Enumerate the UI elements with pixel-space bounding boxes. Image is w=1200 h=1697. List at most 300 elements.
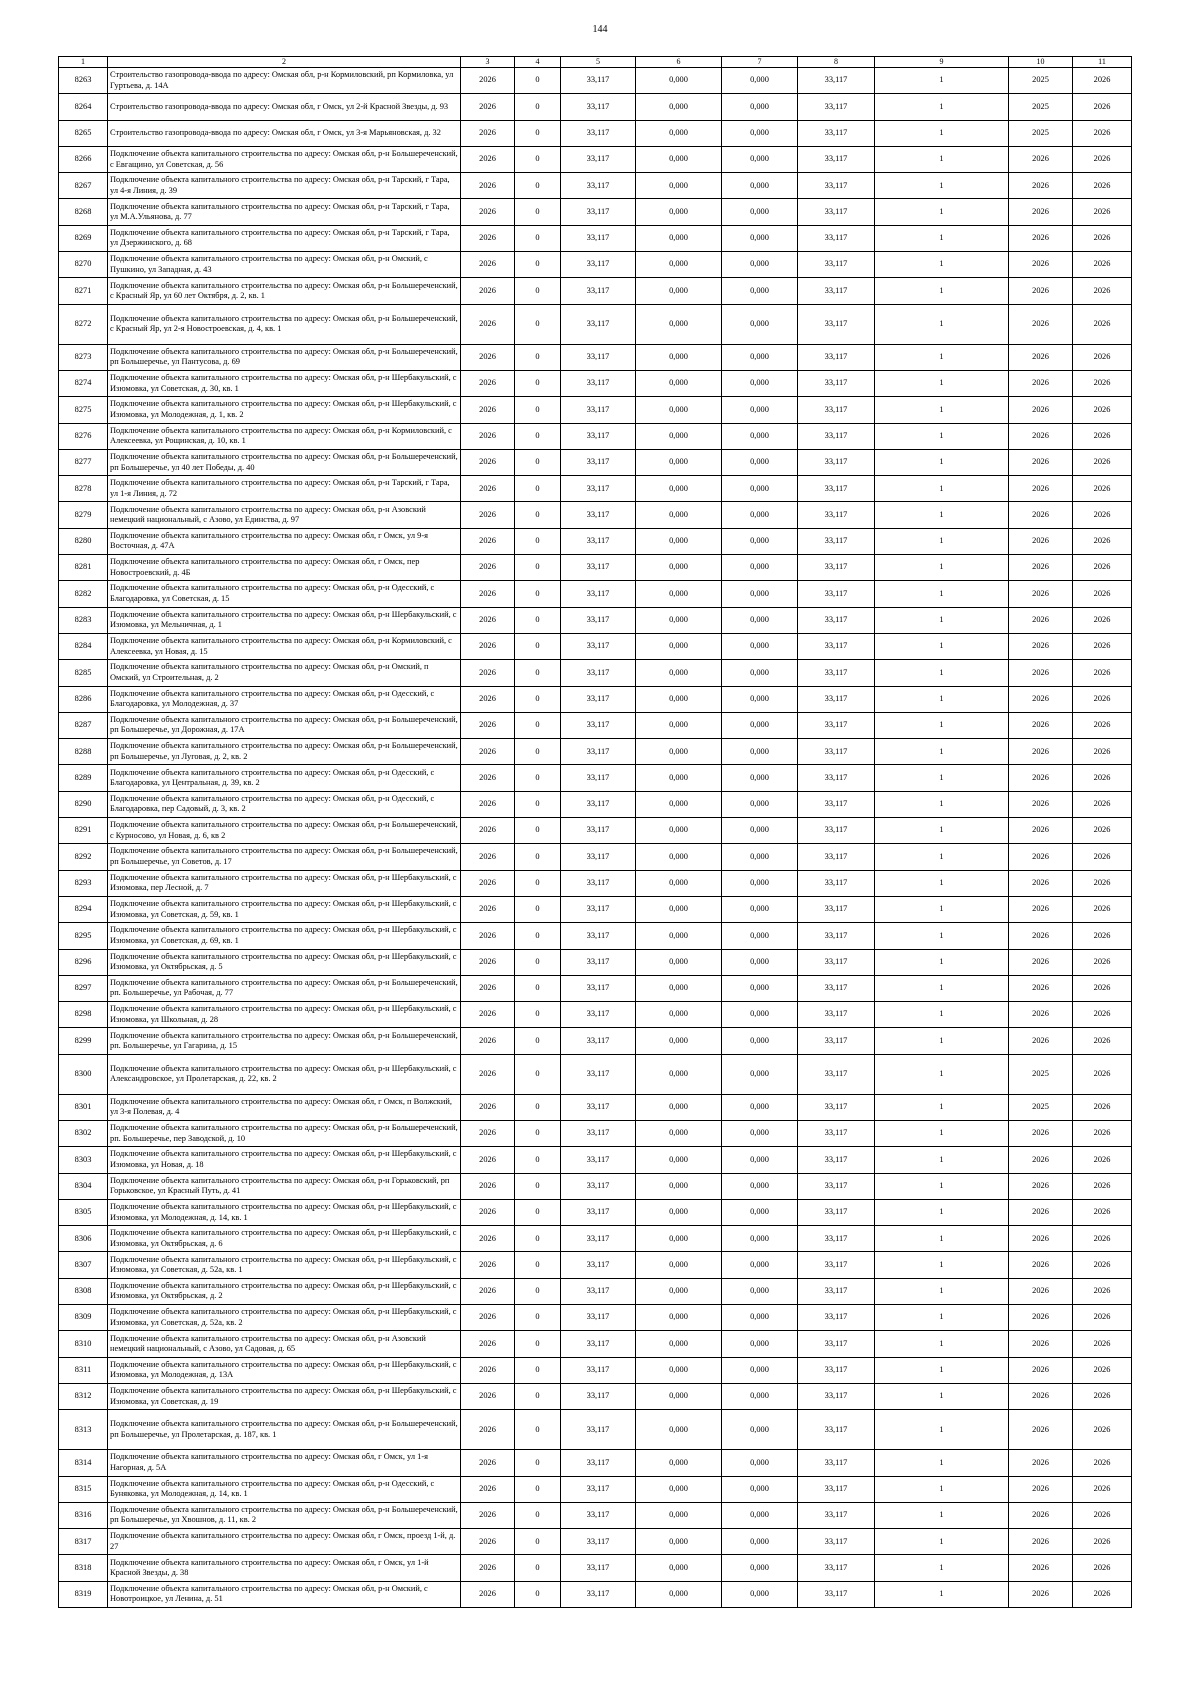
object-description: Подключение объекта капитального строительства по адресу: Омская обл, р-н Шербакульский, с Изюмовка, ул Советская, д. 30, кв. 1 [108, 370, 461, 396]
cell-col-8: 33,117 [798, 1147, 875, 1173]
cell-col-7: 0,000 [722, 1502, 798, 1528]
cell-col-5: 33,117 [561, 1028, 636, 1054]
cell-col-8: 33,117 [798, 1410, 875, 1450]
row-number: 8299 [59, 1028, 108, 1054]
cell-col-10: 2026 [1009, 225, 1073, 251]
object-description: Подключение объекта капитального строительства по адресу: Омская обл, р-н Азовский немецкий национальный, с Азово, ул Садовая, д. 65 [108, 1331, 461, 1357]
cell-col-7: 0,000 [722, 252, 798, 278]
object-description: Строительство газопровода-ввода по адресу: Омская обл, г Омск, ул 2-й Красной Звезды, д. 93 [108, 94, 461, 120]
row-number: 8278 [59, 476, 108, 502]
cell-col-3: 2026 [461, 1054, 515, 1094]
cell-col-5: 33,117 [561, 1383, 636, 1409]
cell-col-4: 0 [515, 94, 561, 120]
object-description: Подключение объекта капитального строительства по адресу: Омская обл, р-н Шербакульский, с Александровское, ул Пролетарская, д. 22, кв. 2 [108, 1054, 461, 1094]
column-header: 5 [561, 57, 636, 68]
cell-col-5: 33,117 [561, 225, 636, 251]
cell-col-9: 1 [875, 975, 1009, 1001]
cell-col-7: 0,000 [722, 791, 798, 817]
cell-col-8: 33,117 [798, 502, 875, 528]
cell-col-5: 33,117 [561, 607, 636, 633]
row-number: 8302 [59, 1120, 108, 1146]
cell-col-6: 0,000 [636, 1094, 722, 1120]
cell-col-7: 0,000 [722, 1226, 798, 1252]
object-description: Подключение объекта капитального строительства по адресу: Омская обл, р-н Большереченский, с Красный Яр, ул 2-я Новостроевская, д. 4, кв. 1 [108, 304, 461, 344]
cell-col-9: 1 [875, 68, 1009, 94]
cell-col-10: 2026 [1009, 607, 1073, 633]
row-number: 8307 [59, 1252, 108, 1278]
object-description: Подключение объекта капитального строительства по адресу: Омская обл, р-н Шербакульский, с Изюмовка, ул Молодежная, д. 1, кв. 2 [108, 397, 461, 423]
cell-col-3: 2026 [461, 1331, 515, 1357]
table-row [59, 278, 1132, 304]
cell-col-9: 1 [875, 844, 1009, 870]
table-row [59, 1199, 1132, 1225]
cell-col-6: 0,000 [636, 146, 722, 172]
cell-col-11: 2026 [1073, 278, 1132, 304]
cell-col-5: 33,117 [561, 304, 636, 344]
cell-col-9: 1 [875, 344, 1009, 370]
cell-col-6: 0,000 [636, 581, 722, 607]
object-description: Подключение объекта капитального строительства по адресу: Омская обл, р-н Шербакульский, с Изюмовка, ул Октябрьская, д. 2 [108, 1278, 461, 1304]
cell-col-11: 2026 [1073, 423, 1132, 449]
cell-col-11: 2026 [1073, 1094, 1132, 1120]
cell-col-6: 0,000 [636, 660, 722, 686]
cell-col-8: 33,117 [798, 370, 875, 396]
cell-col-4: 0 [515, 528, 561, 554]
row-number: 8300 [59, 1054, 108, 1094]
cell-col-7: 0,000 [722, 607, 798, 633]
cell-col-7: 0,000 [722, 449, 798, 475]
table-row [59, 1383, 1132, 1409]
cell-col-8: 33,117 [798, 844, 875, 870]
cell-col-7: 0,000 [722, 1410, 798, 1450]
row-number: 8313 [59, 1410, 108, 1450]
table-row [59, 476, 1132, 502]
table-row [59, 555, 1132, 581]
cell-col-6: 0,000 [636, 397, 722, 423]
cell-col-8: 33,117 [798, 1120, 875, 1146]
cell-col-4: 0 [515, 502, 561, 528]
cell-col-9: 1 [875, 528, 1009, 554]
cell-col-5: 33,117 [561, 370, 636, 396]
cell-col-9: 1 [875, 1476, 1009, 1502]
cell-col-3: 2026 [461, 1529, 515, 1555]
cell-col-7: 0,000 [722, 1028, 798, 1054]
cell-col-5: 33,117 [561, 1357, 636, 1383]
cell-col-5: 33,117 [561, 1529, 636, 1555]
table-row [59, 923, 1132, 949]
cell-col-3: 2026 [461, 252, 515, 278]
object-description: Подключение объекта капитального строительства по адресу: Омская обл, р-н Шербакульский, с Изюмовка, ул Школьная, д. 28 [108, 1002, 461, 1028]
cell-col-9: 1 [875, 1581, 1009, 1607]
cell-col-5: 33,117 [561, 555, 636, 581]
object-description: Подключение объекта капитального строительства по адресу: Омская обл, р-н Шербакульский, с Изюмовка, ул Советская, д. 52а, кв. 1 [108, 1252, 461, 1278]
cell-col-11: 2026 [1073, 1147, 1132, 1173]
cell-col-7: 0,000 [722, 146, 798, 172]
cell-col-4: 0 [515, 1581, 561, 1607]
cell-col-5: 33,117 [561, 1002, 636, 1028]
row-number: 8269 [59, 225, 108, 251]
cell-col-7: 0,000 [722, 1450, 798, 1476]
object-description: Подключение объекта капитального строительства по адресу: Омская обл, р-н Одесский, с Благодаровка, ул Молодежная, д. 37 [108, 686, 461, 712]
cell-col-10: 2026 [1009, 923, 1073, 949]
cell-col-3: 2026 [461, 1028, 515, 1054]
cell-col-11: 2026 [1073, 476, 1132, 502]
cell-col-11: 2026 [1073, 896, 1132, 922]
cell-col-3: 2026 [461, 397, 515, 423]
cell-col-8: 33,117 [798, 120, 875, 146]
object-description: Подключение объекта капитального строительства по адресу: Омская обл, р-н Шербакульский, с Изюмовка, пер Лесной, д. 7 [108, 870, 461, 896]
object-description: Подключение объекта капитального строительства по адресу: Омская обл, р-н Тарский, г Тара, ул 4-я Линия, д. 39 [108, 173, 461, 199]
cell-col-8: 33,117 [798, 304, 875, 344]
object-description: Подключение объекта капитального строительства по адресу: Омская обл, р-н Большереченский, с Евгащино, ул Советская, д. 56 [108, 146, 461, 172]
cell-col-5: 33,117 [561, 252, 636, 278]
table-row [59, 1147, 1132, 1173]
cell-col-4: 0 [515, 660, 561, 686]
cell-col-6: 0,000 [636, 344, 722, 370]
cell-col-7: 0,000 [722, 581, 798, 607]
cell-col-9: 1 [875, 923, 1009, 949]
cell-col-11: 2026 [1073, 739, 1132, 765]
table-row [59, 765, 1132, 791]
cell-col-4: 0 [515, 555, 561, 581]
cell-col-6: 0,000 [636, 844, 722, 870]
object-description: Подключение объекта капитального строительства по адресу: Омская обл, р-н Шербакульский, с Изюмовка, ул Молодежная, д. 14, кв. 1 [108, 1199, 461, 1225]
cell-col-10: 2026 [1009, 199, 1073, 225]
object-description: Подключение объекта капитального строительства по адресу: Омская обл, р-н Большереченский, с Курносово, ул Новая, д. 6, кв 2 [108, 818, 461, 844]
cell-col-7: 0,000 [722, 225, 798, 251]
cell-col-11: 2026 [1073, 1410, 1132, 1450]
cell-col-10: 2026 [1009, 502, 1073, 528]
cell-col-6: 0,000 [636, 686, 722, 712]
row-number: 8312 [59, 1383, 108, 1409]
cell-col-4: 0 [515, 304, 561, 344]
cell-col-8: 33,117 [798, 712, 875, 738]
row-number: 8272 [59, 304, 108, 344]
cell-col-5: 33,117 [561, 975, 636, 1001]
cell-col-9: 1 [875, 225, 1009, 251]
cell-col-11: 2026 [1073, 1173, 1132, 1199]
object-description: Подключение объекта капитального строительства по адресу: Омская обл, р-н Одесский, с Буняковка, ул Молодежная, д. 14, кв. 1 [108, 1476, 461, 1502]
cell-col-9: 1 [875, 660, 1009, 686]
cell-col-11: 2026 [1073, 225, 1132, 251]
cell-col-10: 2026 [1009, 791, 1073, 817]
cell-col-10: 2026 [1009, 449, 1073, 475]
cell-col-11: 2026 [1073, 581, 1132, 607]
cell-col-9: 1 [875, 1002, 1009, 1028]
cell-col-3: 2026 [461, 1147, 515, 1173]
row-number: 8319 [59, 1581, 108, 1607]
cell-col-5: 33,117 [561, 1305, 636, 1331]
cell-col-6: 0,000 [636, 923, 722, 949]
row-number: 8297 [59, 975, 108, 1001]
cell-col-4: 0 [515, 818, 561, 844]
cell-col-4: 0 [515, 975, 561, 1001]
cell-col-4: 0 [515, 397, 561, 423]
cell-col-8: 33,117 [798, 1173, 875, 1199]
cell-col-6: 0,000 [636, 896, 722, 922]
cell-col-4: 0 [515, 1502, 561, 1528]
cell-col-3: 2026 [461, 1120, 515, 1146]
cell-col-5: 33,117 [561, 1054, 636, 1094]
cell-col-6: 0,000 [636, 1555, 722, 1581]
cell-col-7: 0,000 [722, 923, 798, 949]
row-number: 8270 [59, 252, 108, 278]
cell-col-7: 0,000 [722, 1002, 798, 1028]
cell-col-9: 1 [875, 1410, 1009, 1450]
cell-col-11: 2026 [1073, 1555, 1132, 1581]
table-row [59, 120, 1132, 146]
cell-col-7: 0,000 [722, 1054, 798, 1094]
cell-col-4: 0 [515, 1054, 561, 1094]
column-header: 2 [108, 57, 461, 68]
cell-col-11: 2026 [1073, 1502, 1132, 1528]
cell-col-10: 2026 [1009, 528, 1073, 554]
cell-col-6: 0,000 [636, 555, 722, 581]
object-description: Подключение объекта капитального строительства по адресу: Омская обл, р-н Шербакульский, с Изюмовка, ул Молодежная, д. 13А [108, 1357, 461, 1383]
cell-col-6: 0,000 [636, 1173, 722, 1199]
cell-col-11: 2026 [1073, 1054, 1132, 1094]
cell-col-5: 33,117 [561, 765, 636, 791]
cell-col-8: 33,117 [798, 1094, 875, 1120]
cell-col-10: 2026 [1009, 1383, 1073, 1409]
cell-col-7: 0,000 [722, 502, 798, 528]
cell-col-9: 1 [875, 1529, 1009, 1555]
cell-col-4: 0 [515, 1226, 561, 1252]
cell-col-3: 2026 [461, 278, 515, 304]
cell-col-8: 33,117 [798, 1555, 875, 1581]
cell-col-7: 0,000 [722, 1529, 798, 1555]
cell-col-6: 0,000 [636, 120, 722, 146]
cell-col-10: 2026 [1009, 1331, 1073, 1357]
table-row [59, 949, 1132, 975]
row-number: 8298 [59, 1002, 108, 1028]
cell-col-8: 33,117 [798, 225, 875, 251]
object-description: Подключение объекта капитального строительства по адресу: Омская обл, р-н Большереченский, рп Большеречье, ул Дорожная, д. 17А [108, 712, 461, 738]
cell-col-4: 0 [515, 712, 561, 738]
cell-col-8: 33,117 [798, 923, 875, 949]
object-description: Подключение объекта капитального строительства по адресу: Омская обл, р-н Шербакульский, с Изюмовка, ул Октябрьская, д. 5 [108, 949, 461, 975]
cell-col-11: 2026 [1073, 1226, 1132, 1252]
cell-col-8: 33,117 [798, 1357, 875, 1383]
cell-col-5: 33,117 [561, 1278, 636, 1304]
cell-col-5: 33,117 [561, 1120, 636, 1146]
cell-col-7: 0,000 [722, 1147, 798, 1173]
cell-col-3: 2026 [461, 765, 515, 791]
cell-col-5: 33,117 [561, 94, 636, 120]
cell-col-10: 2026 [1009, 476, 1073, 502]
cell-col-3: 2026 [461, 1502, 515, 1528]
cell-col-6: 0,000 [636, 870, 722, 896]
column-header: 1 [59, 57, 108, 68]
cell-col-6: 0,000 [636, 304, 722, 344]
cell-col-7: 0,000 [722, 370, 798, 396]
column-header: 4 [515, 57, 561, 68]
table-row [59, 581, 1132, 607]
cell-col-5: 33,117 [561, 1476, 636, 1502]
cell-col-9: 1 [875, 252, 1009, 278]
cell-col-4: 0 [515, 1028, 561, 1054]
cell-col-8: 33,117 [798, 870, 875, 896]
cell-col-8: 33,117 [798, 1383, 875, 1409]
cell-col-6: 0,000 [636, 1147, 722, 1173]
cell-col-4: 0 [515, 1173, 561, 1199]
table-row [59, 173, 1132, 199]
cell-col-10: 2026 [1009, 818, 1073, 844]
cell-col-11: 2026 [1073, 68, 1132, 94]
table-row [59, 370, 1132, 396]
cell-col-6: 0,000 [636, 1331, 722, 1357]
cell-col-7: 0,000 [722, 1555, 798, 1581]
row-number: 8273 [59, 344, 108, 370]
table-row [59, 633, 1132, 659]
cell-col-9: 1 [875, 1357, 1009, 1383]
cell-col-8: 33,117 [798, 344, 875, 370]
cell-col-9: 1 [875, 94, 1009, 120]
cell-col-3: 2026 [461, 844, 515, 870]
cell-col-6: 0,000 [636, 252, 722, 278]
cell-col-6: 0,000 [636, 1529, 722, 1555]
cell-col-6: 0,000 [636, 278, 722, 304]
cell-col-4: 0 [515, 1529, 561, 1555]
cell-col-3: 2026 [461, 896, 515, 922]
cell-col-9: 1 [875, 896, 1009, 922]
cell-col-11: 2026 [1073, 660, 1132, 686]
cell-col-4: 0 [515, 1002, 561, 1028]
cell-col-10: 2026 [1009, 686, 1073, 712]
cell-col-6: 0,000 [636, 173, 722, 199]
cell-col-4: 0 [515, 949, 561, 975]
cell-col-10: 2026 [1009, 1028, 1073, 1054]
cell-col-11: 2026 [1073, 502, 1132, 528]
cell-col-4: 0 [515, 449, 561, 475]
cell-col-11: 2026 [1073, 397, 1132, 423]
row-number: 8283 [59, 607, 108, 633]
table-row [59, 975, 1132, 1001]
cell-col-3: 2026 [461, 225, 515, 251]
cell-col-9: 1 [875, 1173, 1009, 1199]
cell-col-5: 33,117 [561, 923, 636, 949]
cell-col-9: 1 [875, 581, 1009, 607]
cell-col-10: 2026 [1009, 370, 1073, 396]
column-header: 8 [798, 57, 875, 68]
cell-col-6: 0,000 [636, 199, 722, 225]
cell-col-4: 0 [515, 791, 561, 817]
cell-col-9: 1 [875, 1120, 1009, 1146]
cell-col-11: 2026 [1073, 1002, 1132, 1028]
object-description: Подключение объекта капитального строительства по адресу: Омская обл, р-н Кормиловский, с Алексеевка, ул Рощинская, д. 10, кв. 1 [108, 423, 461, 449]
cell-col-3: 2026 [461, 1278, 515, 1304]
cell-col-3: 2026 [461, 607, 515, 633]
cell-col-3: 2026 [461, 449, 515, 475]
row-number: 8314 [59, 1450, 108, 1476]
cell-col-6: 0,000 [636, 1226, 722, 1252]
cell-col-10: 2026 [1009, 975, 1073, 1001]
row-number: 8316 [59, 1502, 108, 1528]
cell-col-6: 0,000 [636, 1278, 722, 1304]
cell-col-7: 0,000 [722, 1278, 798, 1304]
cell-col-8: 33,117 [798, 660, 875, 686]
table-row [59, 397, 1132, 423]
cell-col-4: 0 [515, 633, 561, 659]
cell-col-8: 33,117 [798, 1502, 875, 1528]
cell-col-5: 33,117 [561, 660, 636, 686]
cell-col-3: 2026 [461, 712, 515, 738]
table-row [59, 68, 1132, 94]
cell-col-10: 2026 [1009, 1199, 1073, 1225]
row-number: 8267 [59, 173, 108, 199]
cell-col-11: 2026 [1073, 1450, 1132, 1476]
cell-col-5: 33,117 [561, 528, 636, 554]
cell-col-5: 33,117 [561, 844, 636, 870]
cell-col-10: 2026 [1009, 304, 1073, 344]
cell-col-6: 0,000 [636, 607, 722, 633]
table-row [59, 607, 1132, 633]
cell-col-5: 33,117 [561, 1331, 636, 1357]
cell-col-3: 2026 [461, 1410, 515, 1450]
cell-col-3: 2026 [461, 1357, 515, 1383]
cell-col-5: 33,117 [561, 278, 636, 304]
cell-col-4: 0 [515, 423, 561, 449]
cell-col-9: 1 [875, 1094, 1009, 1120]
cell-col-6: 0,000 [636, 765, 722, 791]
cell-col-9: 1 [875, 146, 1009, 172]
cell-col-3: 2026 [461, 870, 515, 896]
cell-col-11: 2026 [1073, 1357, 1132, 1383]
cell-col-7: 0,000 [722, 528, 798, 554]
cell-col-5: 33,117 [561, 1450, 636, 1476]
cell-col-4: 0 [515, 370, 561, 396]
cell-col-4: 0 [515, 1252, 561, 1278]
cell-col-3: 2026 [461, 633, 515, 659]
row-number: 8306 [59, 1226, 108, 1252]
cell-col-7: 0,000 [722, 896, 798, 922]
cell-col-9: 1 [875, 1054, 1009, 1094]
cell-col-11: 2026 [1073, 1476, 1132, 1502]
cell-col-8: 33,117 [798, 1252, 875, 1278]
object-description: Подключение объекта капитального строительства по адресу: Омская обл, р-н Большереченский, с Красный Яр, ул 60 лет Октября, д. 2, кв. 1 [108, 278, 461, 304]
cell-col-10: 2026 [1009, 1002, 1073, 1028]
cell-col-7: 0,000 [722, 423, 798, 449]
cell-col-9: 1 [875, 397, 1009, 423]
cell-col-10: 2026 [1009, 278, 1073, 304]
object-description: Подключение объекта капитального строительства по адресу: Омская обл, р-н Шербакульский, с Изюмовка, ул Советская, д. 52а, кв. 2 [108, 1305, 461, 1331]
table-row [59, 1502, 1132, 1528]
cell-col-6: 0,000 [636, 94, 722, 120]
cell-col-9: 1 [875, 476, 1009, 502]
cell-col-6: 0,000 [636, 1450, 722, 1476]
table-row [59, 1173, 1132, 1199]
cell-col-3: 2026 [461, 68, 515, 94]
cell-col-10: 2025 [1009, 68, 1073, 94]
header-row [59, 57, 1132, 68]
cell-col-4: 0 [515, 344, 561, 370]
cell-col-7: 0,000 [722, 1120, 798, 1146]
cell-col-3: 2026 [461, 423, 515, 449]
cell-col-8: 33,117 [798, 1529, 875, 1555]
table-row [59, 199, 1132, 225]
row-number: 8281 [59, 555, 108, 581]
cell-col-9: 1 [875, 199, 1009, 225]
cell-col-5: 33,117 [561, 870, 636, 896]
cell-col-6: 0,000 [636, 818, 722, 844]
cell-col-8: 33,117 [798, 739, 875, 765]
cell-col-3: 2026 [461, 1476, 515, 1502]
cell-col-5: 33,117 [561, 739, 636, 765]
cell-col-8: 33,117 [798, 555, 875, 581]
column-header: 9 [875, 57, 1009, 68]
row-number: 8317 [59, 1529, 108, 1555]
cell-col-9: 1 [875, 949, 1009, 975]
